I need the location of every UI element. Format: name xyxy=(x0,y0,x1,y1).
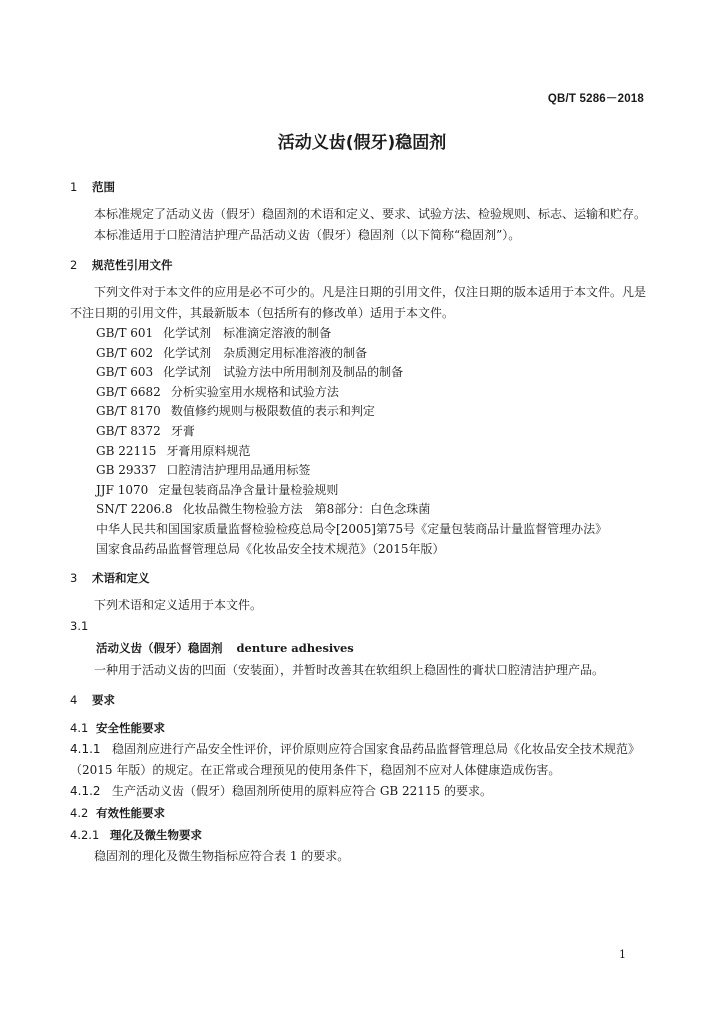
clause-4-1-2 xyxy=(70,781,648,802)
subsection-title: 有效性能要求 xyxy=(96,806,165,821)
refs-intro: 下列文件对于本文件的应用是必不可少的。凡是注日期的引用文件，仅注日期的版本适用于本文件。凡是不注日期的引用文件，其最新版本（包括所有的修改单）适用于本文件。 xyxy=(70,285,647,320)
ref-code: GB/T 602 xyxy=(96,345,154,360)
clause-text: 稳固剂应进行产品安全性评价，评价原则应符合国家食品药品监督管理总局《化妆品安全技术规范》（2015 年版）的规定。在正常或合理预见的使用条件下，稳固剂不应对人体健康造成伤害。 xyxy=(70,742,641,778)
list-item xyxy=(96,324,648,344)
ref-code: GB/T 601 xyxy=(96,326,154,340)
subsection-4-2-heading xyxy=(70,802,648,824)
ref-name: 口腔清洁护理用品通用标签 xyxy=(166,463,311,478)
ref-name: 化学试剂 试验方法中所用制剂及制品的制备 xyxy=(163,365,404,380)
ref-code: GB/T 8372 xyxy=(96,423,161,438)
standard-code: QB/T 5286－2018 xyxy=(547,93,644,105)
section-number: 3 xyxy=(70,571,78,586)
term-english: denture adhesives xyxy=(236,641,354,656)
list-item xyxy=(96,383,648,403)
ref-code: GB/T 603 xyxy=(96,365,154,380)
subsection-number: 4.2.1 xyxy=(70,828,100,843)
clause-number: 4.1.2 xyxy=(70,784,101,799)
section-number: 1 xyxy=(70,180,78,194)
ref-code: SN/T 2206.8 xyxy=(96,502,173,517)
list-item xyxy=(96,402,648,422)
reference-list xyxy=(70,324,648,559)
document-body xyxy=(70,176,648,867)
ref-name: 化学试剂 标准滴定溶液的制备 xyxy=(163,326,332,340)
subsection-title: 安全性能要求 xyxy=(96,721,165,736)
ref-code: JJF 1070 xyxy=(96,482,149,497)
ref-name: 数值修约规则与极限数值的表示和判定 xyxy=(170,404,375,419)
scope-paragraph-2: 本标准适用于口腔清洁护理产品活动义齿（假牙）稳固剂（以下简称“稳固剂”）。 xyxy=(94,228,521,242)
list-item xyxy=(96,442,648,462)
clause-text: 生产活动义齿（假牙）稳固剂所使用的原料应符合 GB 22115 的要求。 xyxy=(112,784,493,799)
list-item xyxy=(96,422,648,442)
ref-code: GB/T 8170 xyxy=(96,404,161,419)
section-title: 要求 xyxy=(92,693,115,708)
section-title: 范围 xyxy=(92,180,115,194)
section-number: 2 xyxy=(70,258,78,272)
section-4-heading xyxy=(70,689,648,711)
section-number: 4 xyxy=(70,693,78,708)
term-chinese: 活动义齿（假牙）稳固剂 xyxy=(96,641,223,656)
ref-name: 化学试剂 杂质测定用标准溶液的制备 xyxy=(163,345,368,360)
document-title: 活动义齿(假牙)稳固剂 xyxy=(277,133,447,153)
clause-4-2-1-text: 稳固剂的理化及微生物指标应符合表 1 的要求。 xyxy=(94,849,350,864)
ref-name: 国家食品药品监督管理总局《化妆品安全技术规范》（2015年版） xyxy=(96,541,445,556)
ref-name: 定量包装商品净含量计量检验规则 xyxy=(158,482,339,497)
list-item xyxy=(96,344,648,364)
term-heading xyxy=(70,636,648,660)
scope-paragraph-1: 本标准规定了活动义齿（假牙）稳固剂的术语和定义、要求、试验方法、检验规则、标志、运输和贮存。 xyxy=(94,207,647,221)
ref-name: 中华人民共和国国家质量监督检验检疫总局令[2005]第75号《定量包装商品计量监督管理办法》 xyxy=(96,521,608,536)
ref-name: 牙膏用原料规范 xyxy=(166,443,251,458)
subsection-number: 4.2 xyxy=(70,806,89,821)
list-item xyxy=(96,461,648,481)
subsection-4-2-1-heading xyxy=(70,824,648,846)
subsection-title: 理化及微生物要求 xyxy=(110,828,202,843)
terms-intro: 下列术语和定义适用于本文件。 xyxy=(94,598,263,613)
subsection-4-1-heading xyxy=(70,717,648,739)
list-item xyxy=(96,481,648,501)
section-title: 术语和定义 xyxy=(92,571,150,586)
term-entry-number: 3.1 xyxy=(70,619,89,634)
ref-code: GB 29337 xyxy=(96,463,157,478)
section-3-heading xyxy=(70,567,648,589)
ref-name: 牙膏 xyxy=(170,423,195,438)
ref-code: GB 22115 xyxy=(96,443,157,458)
clause-4-1-1 xyxy=(70,739,648,781)
list-item xyxy=(96,363,648,383)
list-item xyxy=(96,520,648,540)
ref-name: 分析实验室用水规格和试验方法 xyxy=(170,384,339,399)
list-item xyxy=(96,500,648,520)
list-item xyxy=(96,540,648,560)
section-2-heading xyxy=(70,254,648,276)
ref-name: 化妆品微生物检验方法 第8部分：白色念珠菌 xyxy=(182,502,431,517)
page-number: 1 xyxy=(619,948,626,961)
subsection-number: 4.1 xyxy=(70,721,89,736)
section-1-heading xyxy=(70,176,648,198)
ref-code: GB/T 6682 xyxy=(96,384,161,399)
term-definition: 一种用于活动义齿的凹面（安装面），并暂时改善其在软组织上稳固性的膏状口腔清洁护理产品。 xyxy=(94,663,605,678)
section-title: 规范性引用文件 xyxy=(92,258,173,272)
clause-number: 4.1.1 xyxy=(70,742,101,757)
